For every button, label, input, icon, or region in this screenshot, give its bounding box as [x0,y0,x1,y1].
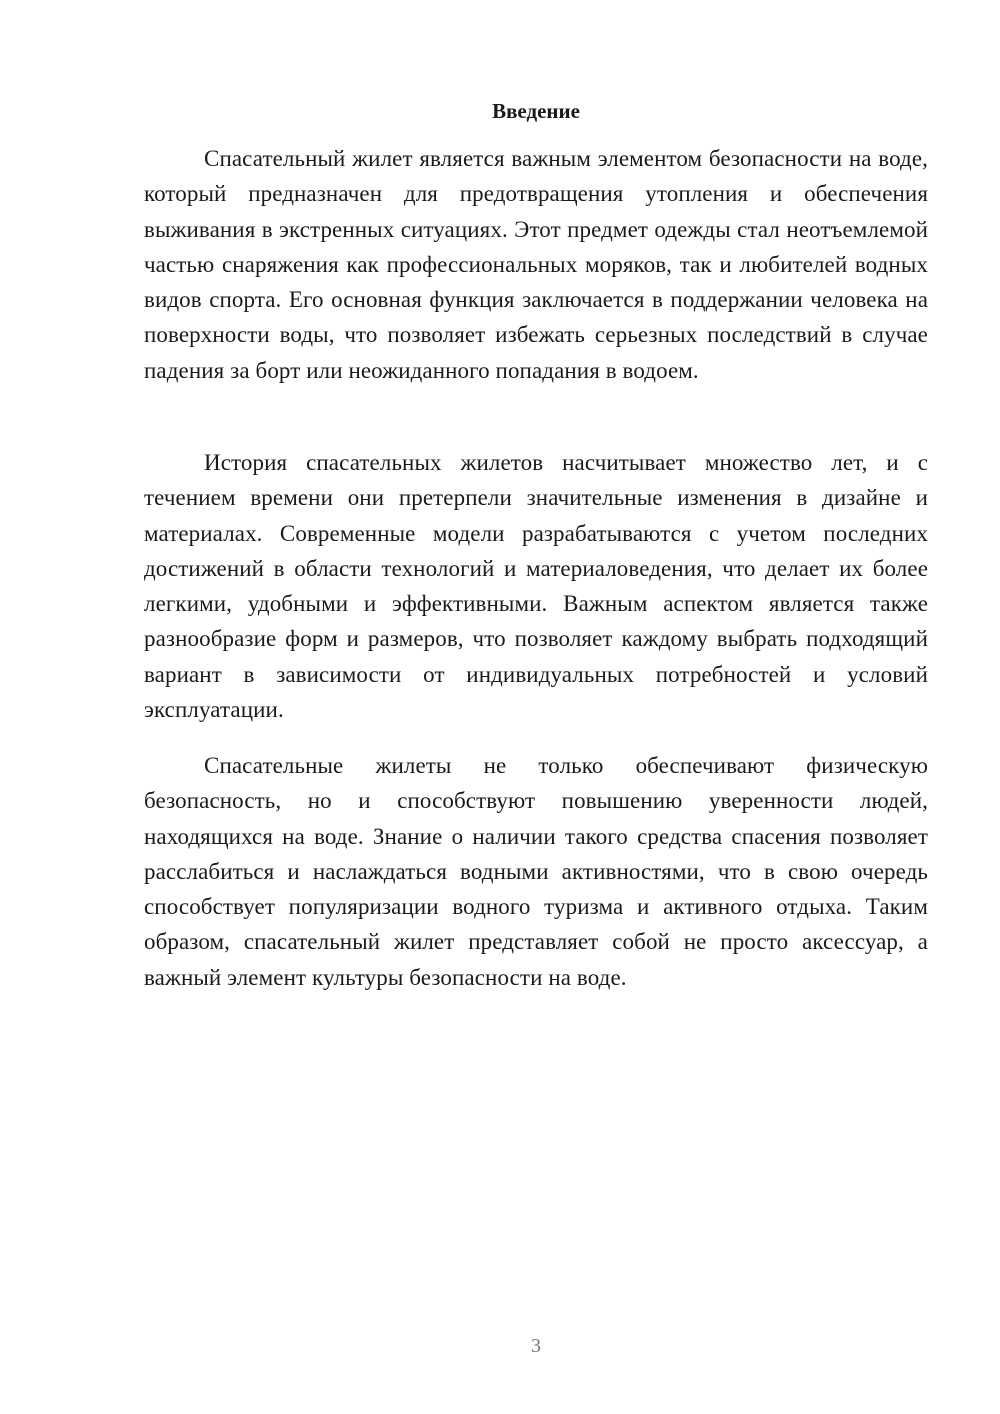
page-number: 3 [531,1335,541,1357]
paragraph-3: Спасательные жилеты не только обеспечивают физическую безопасность, но и способствуют повышению уверенности людей, находящихся на воде. Знание о наличии такого средства спасения позволяет расслабиться и наслаждаться водными активностями, что в свою очередь способствует популяризации водного туризма и активного отдыха. Таким образом, спасательный жилет представляет собой не просто аксессуар, а важный элемент культуры безопасности на воде. [144,753,928,990]
paragraph-2: История спасательных жилетов насчитывает множество лет, и с течением времени они претерпели значительные изменения в дизайне и материалах. Современные модели разрабатываются с учетом последних достижений в области технологий и материаловедения, что делает их более легкими, удобными и эффективными. Важным аспектом является также разнообразие форм и размеров, что позволяет каждому выбрать подходящий вариант в зависимости от индивидуальных потребностей и условий эксплуатации. [144,450,928,723]
paragraph-1: Спасательный жилет является важным элементом безопасности на воде, который предназначен для предотвращения утопления и обеспечения выживания в экстренных ситуациях. Этот предмет одежды стал неотъемлемой частью снаряжения как профессиональных моряков, так и любителей водных видов спорта. Его основная функция заключается в поддержании человека на поверхности воды, что позволяет избежать серьезных последствий в случае падения за борт или неожиданного попадания в водоем. [144,146,928,383]
section-heading: Введение [492,99,580,123]
